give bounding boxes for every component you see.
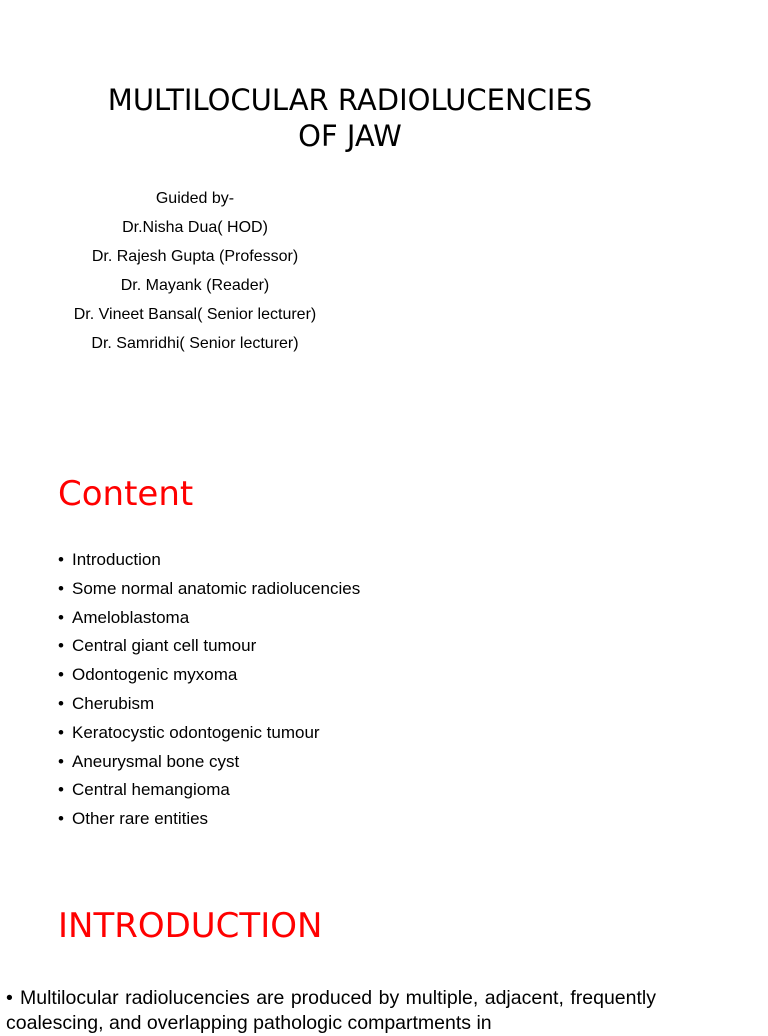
guides-list [40,184,350,358]
title-line-1: MULTILOCULAR RADIOLUCENCIES [107,83,593,117]
list-item-label: Other rare entities [72,809,209,829]
guide-name: Dr. Samridhi( Senior lecturer) [91,335,299,352]
slide-title [60,82,640,154]
bullet-icon: • [58,636,64,656]
list-item-label: Central giant cell tumour [72,636,257,656]
list-item [58,690,360,719]
list-item-label: Some normal anatomic radiolucencies [72,578,361,598]
bullet-icon: • [58,693,64,713]
guide-name: Dr. Vineet Bansal( Senior lecturer) [73,306,317,323]
list-item [58,776,360,805]
introduction-heading: INTRODUCTION [58,906,323,946]
list-item-label: Introduction [72,550,161,569]
bullet-icon: • [58,578,64,598]
list-item [58,575,360,604]
bullet-icon: • [58,607,64,627]
bullet-icon: • [58,722,64,742]
bullet-icon: • [58,751,64,771]
list-item [58,632,360,661]
title-line-2: OF JAW [298,119,402,153]
bullet-icon: • [58,665,64,685]
list-item [58,719,360,748]
list-item-label: Cherubism [72,693,155,713]
introduction-paragraph [6,986,656,1036]
list-item-label: Keratocystic odontogenic tumour [72,722,320,742]
guide-name: Dr. Mayank (Reader) [120,277,270,294]
introduction-text: Multilocular radiolucencies are produced by multiple, adjacent, frequently coalescing, and overlapping pathologic compartments in [6,987,656,1034]
list-item [58,604,360,633]
list-item [58,748,360,777]
list-item-label: Central hemangioma [72,780,230,800]
bullet-icon: • [58,550,64,569]
bullet-icon: • [6,987,13,1009]
bullet-icon: • [58,809,64,829]
content-list [58,546,360,834]
guided-by-label: Guided by- [155,190,235,207]
list-item-label: Odontogenic myxoma [72,665,238,685]
list-item [58,546,360,575]
guide-name: Dr.Nisha Dua( HOD) [122,219,268,236]
list-item-label: Aneurysmal bone cyst [72,751,240,771]
content-heading: Content [58,474,194,514]
guide-name: Dr. Rajesh Gupta (Professor) [91,248,299,265]
bullet-icon: • [58,780,64,800]
list-item-label: Ameloblastoma [72,607,190,627]
list-item [58,661,360,690]
list-item [58,805,360,834]
